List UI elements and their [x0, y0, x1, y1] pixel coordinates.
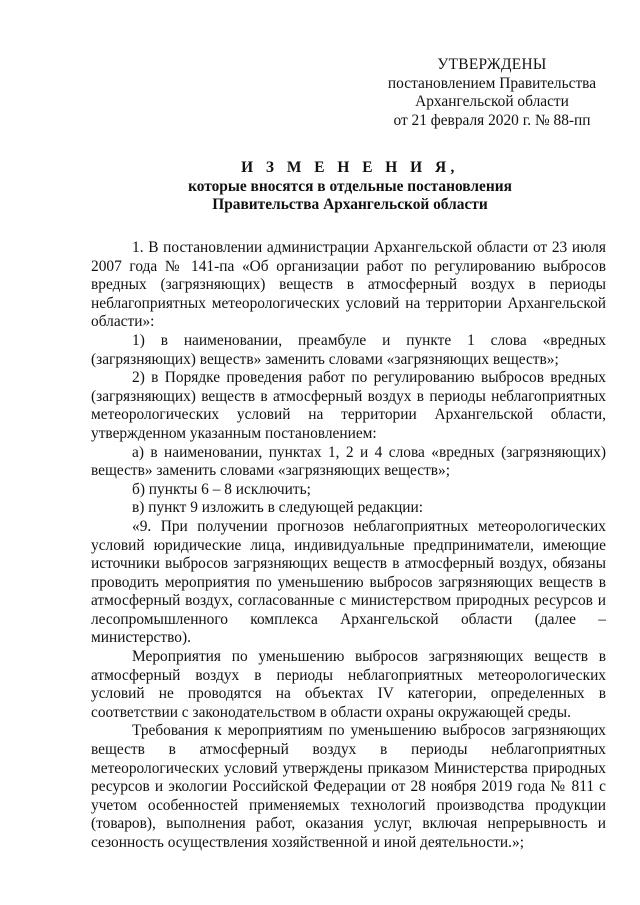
approval-date-line: от 21 февраля 2020 г. № 88-пп: [393, 111, 591, 129]
document-title: [90, 159, 610, 215]
title-subline: Правительства Архангельской области: [212, 196, 488, 213]
paragraph: 1. В постановлении администрации Архангельской области от 23 июля 2007 года № 141-па «Об организации работ по регулированию выбросов вредных (загрязняющих) веществ в атмосферный воздух в периоды неблагоприятных метеорологических условий на территории Архангельской области»:: [91, 239, 606, 331]
title-main: И З М Е Н Е Н И Я,: [241, 159, 459, 176]
paragraph: Требования к мероприятиям по уменьшению выбросов загрязняющих веществ в атмосферный воздух в периоды неблагоприятных метеорологических условий утверждены приказом Министерства природных ресурсов и экологии Российской Федерации от 28 ноября 2019 года № 811 с учетом особенностей применяемых технологий производства продукции (товаров), выполнения работ, оказания услуг, включая непрерывность и сезонность осуществления хозяйственной и иной деятельности.»;: [91, 722, 606, 851]
approval-line: Архангельской области: [415, 93, 569, 110]
approval-line: постановлением Правительства: [387, 74, 597, 92]
title-subline: которые вносятся в отдельные постановления: [188, 177, 512, 195]
approval-heading: УТВЕРЖДЕНЫ: [437, 56, 547, 73]
approval-stamp: [380, 56, 604, 130]
paragraph: в) пункт 9 изложить в следующей редакции:: [132, 499, 424, 517]
paragraph: б) пункты 6 – 8 исключить;: [132, 480, 311, 498]
paragraph: 2) в Порядке проведения работ по регулированию выбросов вредных (загрязняющих) веществ в атмосферный воздух в периоды неблагоприятных метеорологических условий на территории Архангельской области, утвержденном указанным постановлением:: [91, 369, 606, 442]
document-body: [91, 239, 606, 853]
paragraph: а) в наименовании, пунктах 1, 2 и 4 слова «вредных (загрязняющих) веществ» заменить словами «загрязняющих веществ»;: [91, 443, 606, 480]
paragraph: «9. При получении прогнозов неблагоприятных метеорологических условий юридические лица, индивидуальные предприниматели, имеющие источники выбросов загрязняющих веществ в атмосферный воздух, обязаны проводить мероприятия по уменьшению выбросов загрязняющих веществ в атмосферный воздух, согласованные с министерством природных ресурсов и лесопромышленного комплекса Архангельской области (далее – министерство).: [91, 517, 606, 647]
paragraph: 1) в наименовании, преамбуле и пункте 1 слова «вредных (загрязняющих) веществ» заменить словами «загрязняющих веществ»;: [91, 331, 606, 368]
paragraph: Мероприятия по уменьшению выбросов загрязняющих веществ в атмосферный воздух в периоды неблагоприятных метеорологических условий не проводятся на объектах IV категории, определенных в соответствии с законодательством в области охраны окружающей среды.: [91, 648, 606, 721]
